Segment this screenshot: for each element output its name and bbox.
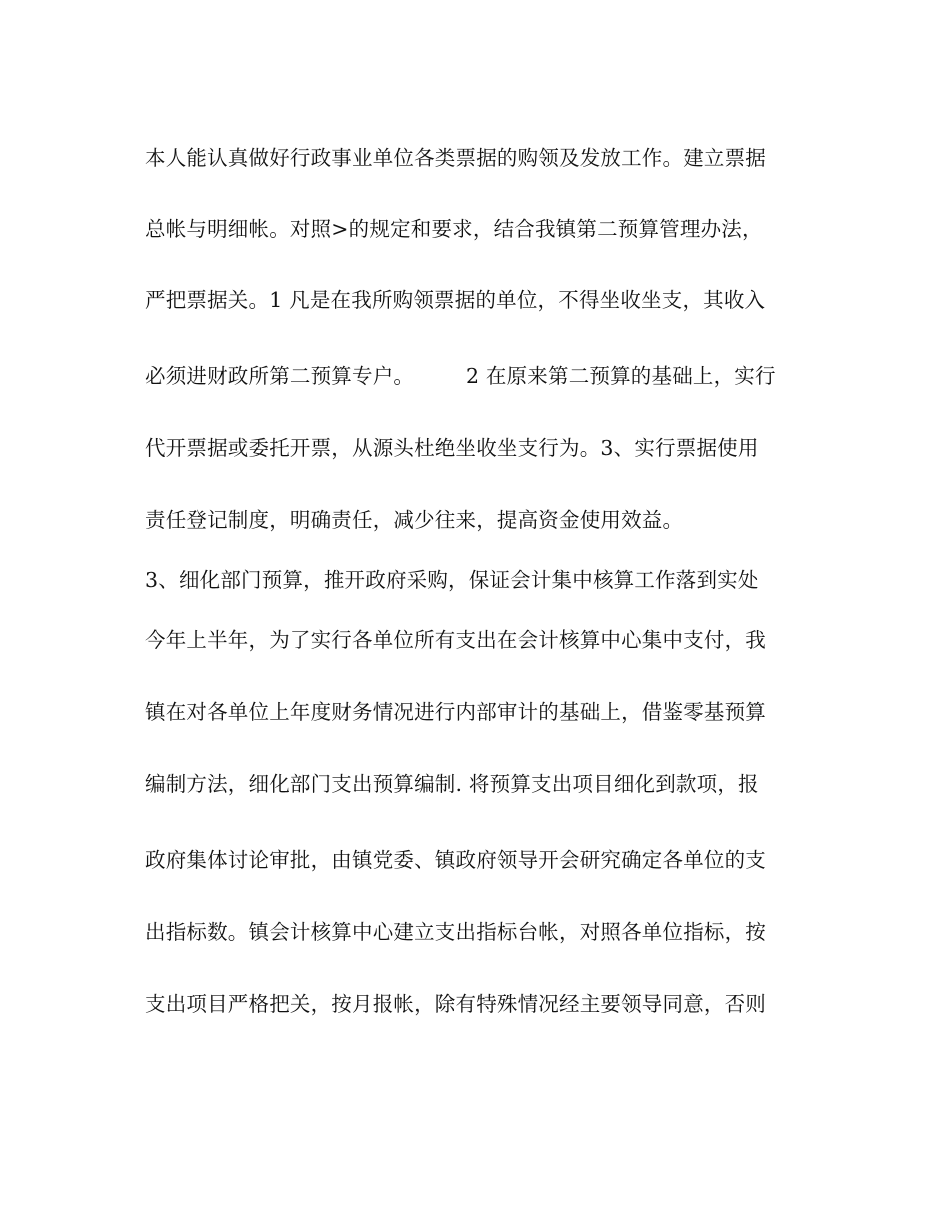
text-line: 今年上半年，为了实行各单位所有支出在会计核算中心集中支付，我 [145,628,766,652]
text-line: 总帐与明细帐。对照>的规定和要求，结合我镇第二预算管理办法， [145,217,763,241]
text-line: 责任登记制度，明确责任，减少往来，提高资金使用效益。 [145,508,684,532]
text-line: 编制方法，细化部门支出预算编制. 将预算支出项目细化到款项，报 [145,772,759,796]
text-line: 代开票据或委托开票，从源头杜绝坐收坐支行为。3、实行票据使用 [145,436,759,460]
text-line: 严把票据关。1 凡是在我所购领票据的单位，不得坐收坐支，其收入 [145,288,766,312]
text-line: 3、细化部门预算，推开政府采购，保证会计集中核算工作落到实处 [145,568,759,592]
text-line: 出指标数。镇会计核算中心建立支出指标台帐，对照各单位指标，按 [145,920,766,944]
text-line: 镇在对各单位上年度财务情况进行内部审计的基础上，借鉴零基预算 [145,700,766,724]
text-line: 必须进财政所第二预算专户。 2 在原来第二预算的基础上，实行 [145,364,776,388]
text-line: 政府集体讨论审批，由镇党委、镇政府领导开会研究确定各单位的支 [145,848,766,872]
text-line: 支出项目严格把关，按月报帐，除有特殊情况经主要领导同意，否则 [145,992,766,1016]
text-line: 本人能认真做好行政事业单位各类票据的购领及发放工作。建立票据 [145,146,766,170]
